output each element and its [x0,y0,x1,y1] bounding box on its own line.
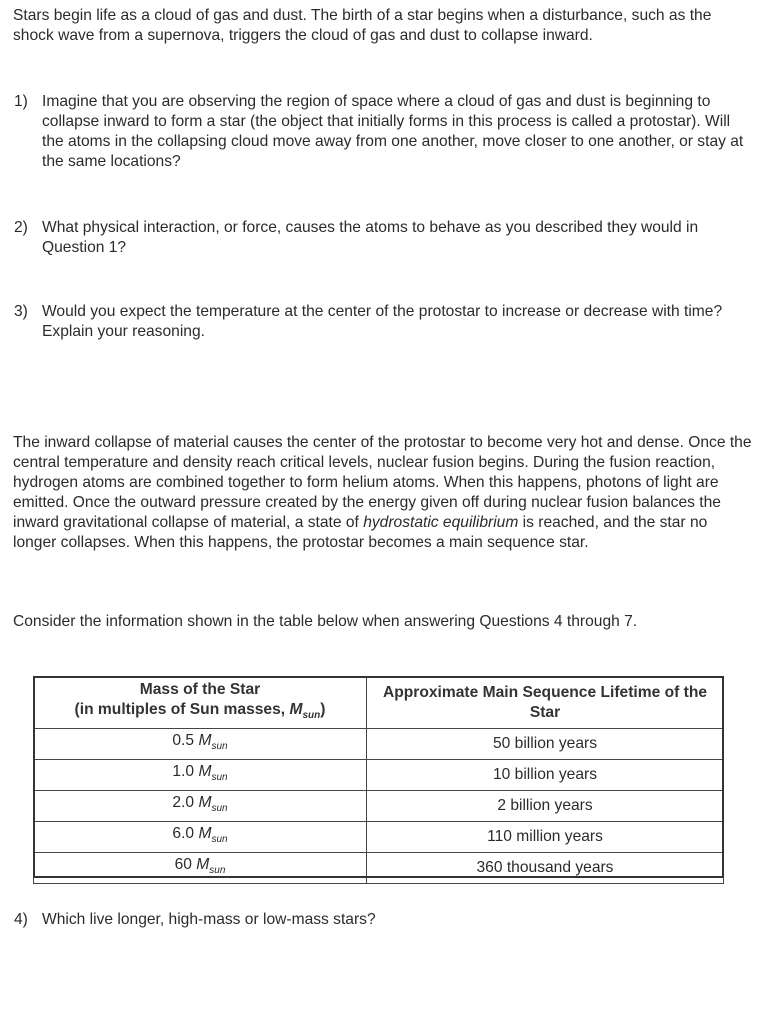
lifetime-cell: 2 billion years [367,791,724,822]
table-row [34,760,724,791]
mass-sub: sun [211,803,228,814]
question-2 [14,218,749,258]
lifetime-cell: 110 million years [367,822,724,853]
fusion-paragraph [13,433,753,553]
question-text: Would you expect the temperature at the center of the protostar to increase or decrease with time? Explain your reasoning. [42,303,723,340]
question-number: 4) [14,911,28,928]
mass-symbol: M [198,763,212,780]
header-mass-symbol: M [289,701,303,718]
header-mass-sub: sun [302,710,321,721]
mass-cell [34,822,367,853]
table-row [34,729,724,760]
mass-sub: sun [211,834,228,845]
mass-symbol: M [198,794,212,811]
question-text: What physical interaction, or force, causes the atoms to behave as you described they would in Question 1? [42,219,699,256]
mass-cell [34,729,367,760]
question-number: 2) [14,219,28,236]
mass-sub: sun [211,772,228,783]
mass-cell [34,791,367,822]
table-row [34,822,724,853]
fusion-text-after: is reached, and the star no longer collapses. When this happens, the protostar becomes a main sequence star. [13,514,708,551]
header-mass-close: ) [320,701,326,718]
mass-value: 60 [174,856,192,873]
lifetime-cell: 50 billion years [367,729,724,760]
star-lifetime-table [33,676,724,884]
table-row [34,791,724,822]
mass-value: 1.0 [172,763,195,780]
question-3 [14,302,749,342]
fusion-italic-term: hydrostatic equilibrium [363,514,519,531]
header-mass-line1: Mass of the Star [139,681,261,698]
mass-value: 6.0 [172,825,195,842]
mass-sub: sun [211,741,228,752]
question-4 [14,910,749,930]
header-mass [34,677,367,729]
mass-symbol: M [198,732,212,749]
question-number: 3) [14,303,28,320]
table-header-row [34,677,724,729]
table-instruction: Consider the information shown in the table below when answering Questions 4 through 7. [13,613,638,630]
lifetime-cell: 10 billion years [367,760,724,791]
mass-symbol: M [196,856,210,873]
fusion-text-before: The inward collapse of material causes the center of the protostar to become very hot and dense. Once the central temperature and density reach critical levels, nuclear fusion begins. During the fusion reaction, hydrogen atoms are combined together to form helium atoms. When this happens, photons of light are emitted. Once the outward pressure created by the energy given off during nuclear fusion balances the inward gravitational collapse of material, a state of [13,434,752,531]
table-row [34,853,724,884]
mass-cell [34,760,367,791]
mass-value: 2.0 [172,794,195,811]
lifetime-cell: 360 thousand years [367,853,724,884]
header-mass-line2: (in multiples of Sun masses, [74,701,290,718]
mass-sub: sun [209,865,226,876]
question-text: Imagine that you are observing the region of space where a cloud of gas and dust is beginning to collapse inward to form a star (the object that initially forms in this process is called a protostar). Will the atoms in the collapsing cloud move away from one another, move closer to one another, or stay at the same locations? [42,93,744,170]
mass-symbol: M [198,825,212,842]
question-number: 1) [14,93,28,110]
question-text: Which live longer, high-mass or low-mass stars? [42,911,376,928]
mass-value: 0.5 [172,732,195,749]
mass-cell [34,853,367,884]
intro-paragraph: Stars begin life as a cloud of gas and dust. The birth of a star begins when a disturbance, such as the shock wave from a supernova, triggers the cloud of gas and dust to collapse inward. [13,7,712,44]
header-lifetime: Approximate Main Sequence Lifetime of the Star [367,677,724,729]
question-1 [14,92,749,172]
